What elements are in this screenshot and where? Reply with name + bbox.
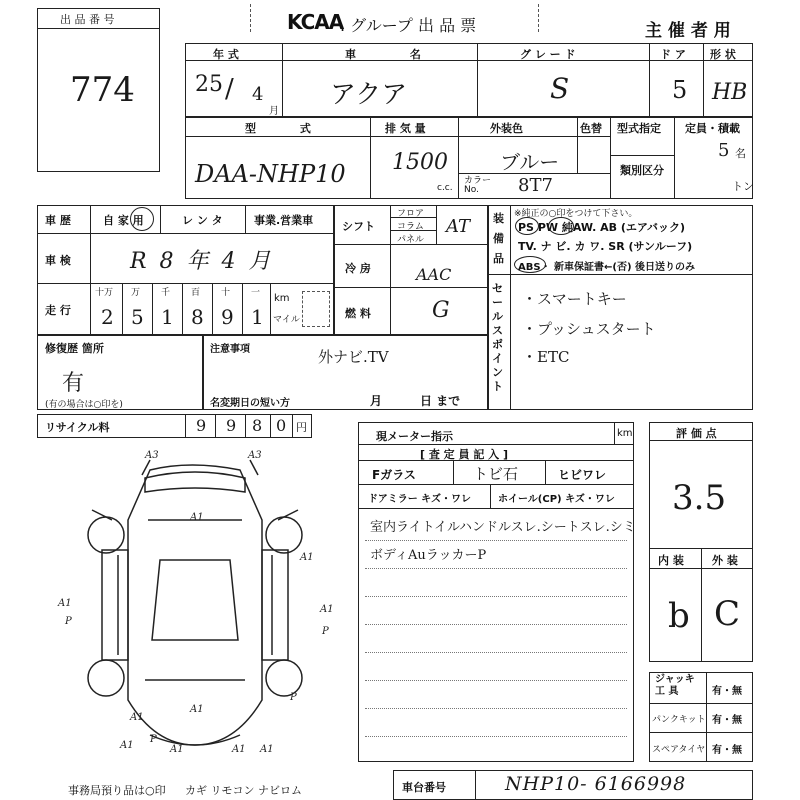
shift-panel: パネル [397,235,425,245]
pw-circle [548,217,574,235]
sales-point: ・ETC [522,348,570,366]
digit-label-10k: 万 [131,288,141,298]
diagram-mark: A1 [300,552,314,563]
digit-label-10: 十 [221,288,231,298]
interior-label: 内 装 [658,554,684,567]
chassis-value: NHP10- 6166998 [505,773,687,795]
repair-history-label: 修復歴 箇所 [45,342,104,355]
puncture-kit-value: 有・無 [712,715,742,726]
capacity-unit: 名 [735,147,746,160]
sales-point: ・スマートキー [522,290,627,308]
exterior-label: 外 装 [712,554,738,567]
equipment-side-label: 備 [493,232,504,245]
paint-change-label: 色替 [580,122,602,135]
wheel-fr [266,517,302,553]
wheel-fl [88,517,124,553]
shift-label: シフト [342,220,375,233]
equipment-line: TV. ナ ビ. カ ワ. SR (サンルーフ) [518,240,693,253]
car-name-label: 車 名 [345,48,421,61]
lot-number-value: 774 [70,70,135,110]
model-cert-label: 型式指定 [617,122,661,135]
rental-option: レ ン タ [182,214,223,227]
wheel-rr [266,660,302,696]
windshield-label: Fガラス [372,468,416,482]
capacity-label: 定員・積載 [685,122,740,135]
year-label: 年 式 [213,48,239,61]
diagram-mark: A1 [120,740,134,751]
shape-value: HB [712,80,748,105]
shaken-label: 車 検 [45,254,71,267]
meter-unit: km [617,428,633,439]
year-slash: / [225,74,234,104]
mileage-digit: 1 [161,305,174,329]
score-label: 評 価 点 [676,427,717,440]
shift-column: コラム [397,222,424,232]
score-value: 3.5 [672,478,727,518]
diagram-mark: P [65,616,72,627]
diagram-mark: A1 [190,704,204,715]
inspector-title: [ 査 定 員 記 入 ] [420,448,509,461]
car-body-outline [128,465,262,745]
recycle-digit: 0 [276,416,287,435]
model-value: DAA-NHP10 [195,160,346,188]
chassis-label: 車台番号 [402,781,446,794]
shape-label: 形 状 [710,48,736,61]
digit-label-1k: 千 [161,288,171,298]
private-use-option: 自 家 用 [103,214,144,227]
puncture-kit-label: パンクキット [652,715,706,725]
inspector-note: ボディAuラッカーP [370,548,487,563]
sales-point: ・プッシュスタート [522,320,656,338]
jack-value: 有・無 [712,686,742,697]
diagram-mark: P [150,734,157,745]
interior-score: b [668,596,690,636]
meter-label: 現メーター指示 [376,430,453,443]
recycle-digit: 9 [226,416,237,435]
displacement-value: 1500 [392,150,448,175]
door-label: ド ア [660,48,686,61]
diagram-mark: A3 [248,450,262,461]
equipment-line: ABS・ 新車保証書←(否) 後日送りのみ [518,262,696,273]
equipment-line: PS PW 純AW. AB (エアバック) [518,221,686,234]
ext-color-label: 外装色 [490,122,523,135]
mileage-digit: 9 [221,305,234,329]
class-label: 類別区分 [620,164,664,177]
jack-label: ジャッキ 工 具 [655,674,695,697]
diagram-mark: P [290,692,297,703]
recycle-digit: 9 [196,416,207,435]
car-roof [152,560,238,640]
digit-label-100: 百 [191,288,201,298]
office-items-label: 事務局預り品は○印 [68,784,166,797]
crack-label: ヒビワレ [558,468,607,482]
ac-value: AAC [416,265,452,284]
brand-logo: KCAA [287,10,344,34]
mileage-digit: 8 [191,305,204,329]
model-label: 型 式 [245,122,311,135]
private-use-circle [130,207,154,231]
equipment-side-label: 装 [493,212,504,225]
diagram-mark: A1 [232,744,246,755]
diagram-mark: A1 [320,604,334,615]
mileage-digit: 2 [101,305,114,329]
door-value: 5 [672,76,688,104]
year-era-value: 25 [195,72,223,97]
caution-label: 注意事項 [210,344,250,355]
recycle-digit: 8 [252,416,263,435]
lot-number-label: 出 品 番 号 [60,13,115,26]
fuel-label: 燃 料 [345,307,371,320]
cc-unit: c.c. [437,183,453,193]
exterior-score: C [714,594,741,634]
spare-tire-label: スペアタイヤ [652,745,706,755]
wheel-rl [88,660,124,696]
form-title: . グループ 出 品 票 [340,16,477,35]
car-name-value: アクア [330,80,408,110]
windshield-value: トビ石 [473,465,519,483]
recycle-label: リサイクル料 [45,421,110,434]
shift-value: AT [446,216,471,237]
ps-circle [515,217,539,235]
month-suffix: 月 [269,106,279,117]
repair-history-value: 有 [62,371,85,396]
caution-value: 外ナビ.TV [318,348,389,366]
grade-value: S [550,72,570,105]
diagram-mark: A1 [130,712,144,723]
diagram-mark: A1 [170,744,184,755]
capacity-value: 5 [718,140,730,161]
km-unit: km [274,293,290,304]
ext-color-value: ブルー [500,150,560,174]
mileage-label: 走 行 [45,304,71,317]
wheel-label: ホイール(CP) キズ・ワレ [498,494,615,505]
grade-label: グ レ ー ド [520,48,576,61]
diagram-mark: A1 [58,598,72,609]
recycle-unit: 円 [296,421,307,434]
business-option: 事業.営業車 [254,214,314,227]
abs-circle [514,256,546,273]
diagram-mark: P [322,626,329,637]
repair-history-note: (有の場合は○印を) [45,400,123,410]
diagram-mark: A1 [190,512,204,523]
equipment-side-label: 品 [493,252,504,265]
spare-tire-value: 有・無 [712,745,742,756]
ton-unit: トン [732,180,754,193]
mile-unit: マイル [273,315,300,325]
diagram-mark: A1 [260,744,274,755]
color-no-value: 8T7 [518,175,553,196]
year-month-value: 4 [252,84,264,105]
ac-label: 冷 房 [345,262,371,275]
equipment-note: ※純正の○印をつけて下さい。 [514,209,638,219]
organizer-label: 主 催 者 用 [645,21,731,41]
day-label: 日 まで [420,394,461,408]
diagram-mark: A3 [145,450,159,461]
shaken-value: R 8 年 4 月 [130,249,271,274]
mile-checkbox [302,291,330,327]
displacement-label: 排 気 量 [385,122,426,135]
rename-label: 名変期日の短い方 [210,398,290,409]
shift-floor: フロア [397,209,425,219]
sales-point-label: セールスポイント [492,282,503,393]
mileage-digit: 1 [251,305,264,329]
fuel-value: G [432,298,450,323]
inspector-note: 室内ライトイルハンドルスレ.シートスレ.シミ [370,520,636,535]
door-mirror-label: ドアミラー キズ・ワレ [368,494,471,505]
office-items: カギ リモコン ナビロム [185,784,302,797]
history-label: 車 歴 [45,214,71,227]
digit-label-100k: 十万 [95,288,114,298]
color-no-label: カラー No. [464,176,492,195]
mileage-digit: 5 [131,305,144,329]
month-label: 月 [370,394,383,408]
digit-label-1: 一 [251,288,261,298]
